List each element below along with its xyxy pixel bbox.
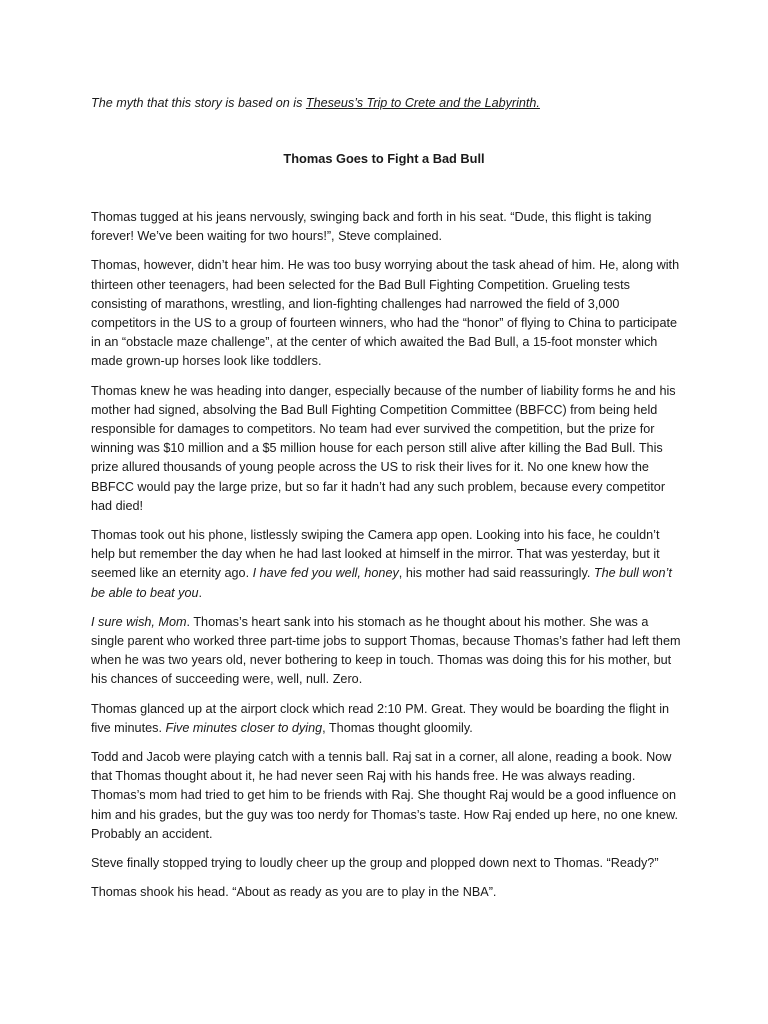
paragraph-4-text-e: . [198, 585, 203, 600]
paragraph-3: Thomas knew he was heading into danger, especially because of the number of liability forms he and his mother had signed, absolving the Bad Bull Fighting Competition Committee (BBFCC) from being held responsible for damages to competitors. No team had ever survived the competition, but the prize for winning was $10 million and a $5 million house for each person still alive after killing the Bad Bull. This prize allured thousands of young people across the US to risk their lives for it. No one knew how the BBFCC would pay the large prize, but so far it hadn’t had any such problem, because every competitor had died! [91, 383, 676, 513]
paragraph-6-italic: Five minutes closer to dying [165, 720, 323, 735]
paragraph-4-italic-quote-2: The bull won’t be able to beat you [91, 566, 672, 600]
paragraph-8: Steve finally stopped trying to loudly cheer up the group and plopped down next to Thomas. “Ready?” [91, 856, 659, 871]
story-body [91, 208, 681, 913]
intro-lead: The myth that this story is based on is [91, 96, 306, 110]
paragraph-4-italic-quote-1: I have fed you well, honey [252, 566, 399, 581]
myth-title: Theseus’s Trip to Crete and the Labyrinth. [305, 96, 540, 110]
paragraph-2: Thomas, however, didn’t hear him. He was too busy worrying about the task ahead of him. He, along with thirteen other teenagers, had been selected for the Bad Bull Fighting Competition. Grueling tests consisting of marathons, wrestling, and lion-fighting challenges had narrowed the field of 3,000 competitors in the US to a group of fourteen winners, who had the “honor” of flying to China to participate in an “obstacle maze challenge”, at the center of which awaited the Bad Bull, a 15-foot monster which made grown-up horses look like toddlers. [91, 258, 680, 369]
paragraph-5 [91, 613, 681, 690]
paragraph-1: Thomas tugged at his jeans nervously, swinging back and forth in his seat. “Dude, this flight is taking forever! We’ve been waiting for two hours!”, Steve complained. [91, 210, 652, 244]
paragraph-9: Thomas shook his head. “About as ready as you are to play in the NBA”. [91, 885, 497, 900]
paragraph-7: Todd and Jacob were playing catch with a tennis ball. Raj sat in a corner, all alone, reading a book. Now that Thomas thought about it, he had never seen Raj with his hands free. He was always reading. Thomas’s mom had tried to get him to be friends with Raj. She thought Raj would be a good influence on him and his grades, but the guy was too nerdy for Thomas’s taste. How Raj ended up here, no one knew. Probably an accident. [91, 750, 678, 841]
paragraph-6 [91, 700, 681, 738]
paragraph-4-text-a: Thomas took out his phone, listlessly swiping the Camera app open. Looking into his face, he couldn’t help but remember the day when he had last looked at himself in the mirror. That was yesterday, but it seemed like an eternity ago. [91, 528, 660, 581]
paragraph-4 [91, 526, 681, 603]
paragraph-6-text-c: , Thomas thought gloomily. [322, 720, 473, 735]
paragraph-4-text-c: , his mother had said reassuringly. [398, 566, 594, 581]
paragraph-5-text: . Thomas’s heart sank into his stomach as he thought about his mother. She was a single parent who worked three part-time jobs to support Thomas, because Thomas’s father had left them when he was two years old, never bothering to keep in touch. Thomas was doing this for his mother, but his chances of succeeding were, well, null. Zero. [91, 614, 681, 687]
paragraph-5-italic: I sure wish, Mom [91, 614, 187, 629]
story-title: Thomas Goes to Fight a Bad Bull [283, 151, 485, 166]
intro-line [91, 94, 691, 112]
paragraph-6-text-a: Thomas glanced up at the airport clock which read 2:10 PM. Great. They would be boarding the flight in five minutes. [91, 701, 670, 735]
